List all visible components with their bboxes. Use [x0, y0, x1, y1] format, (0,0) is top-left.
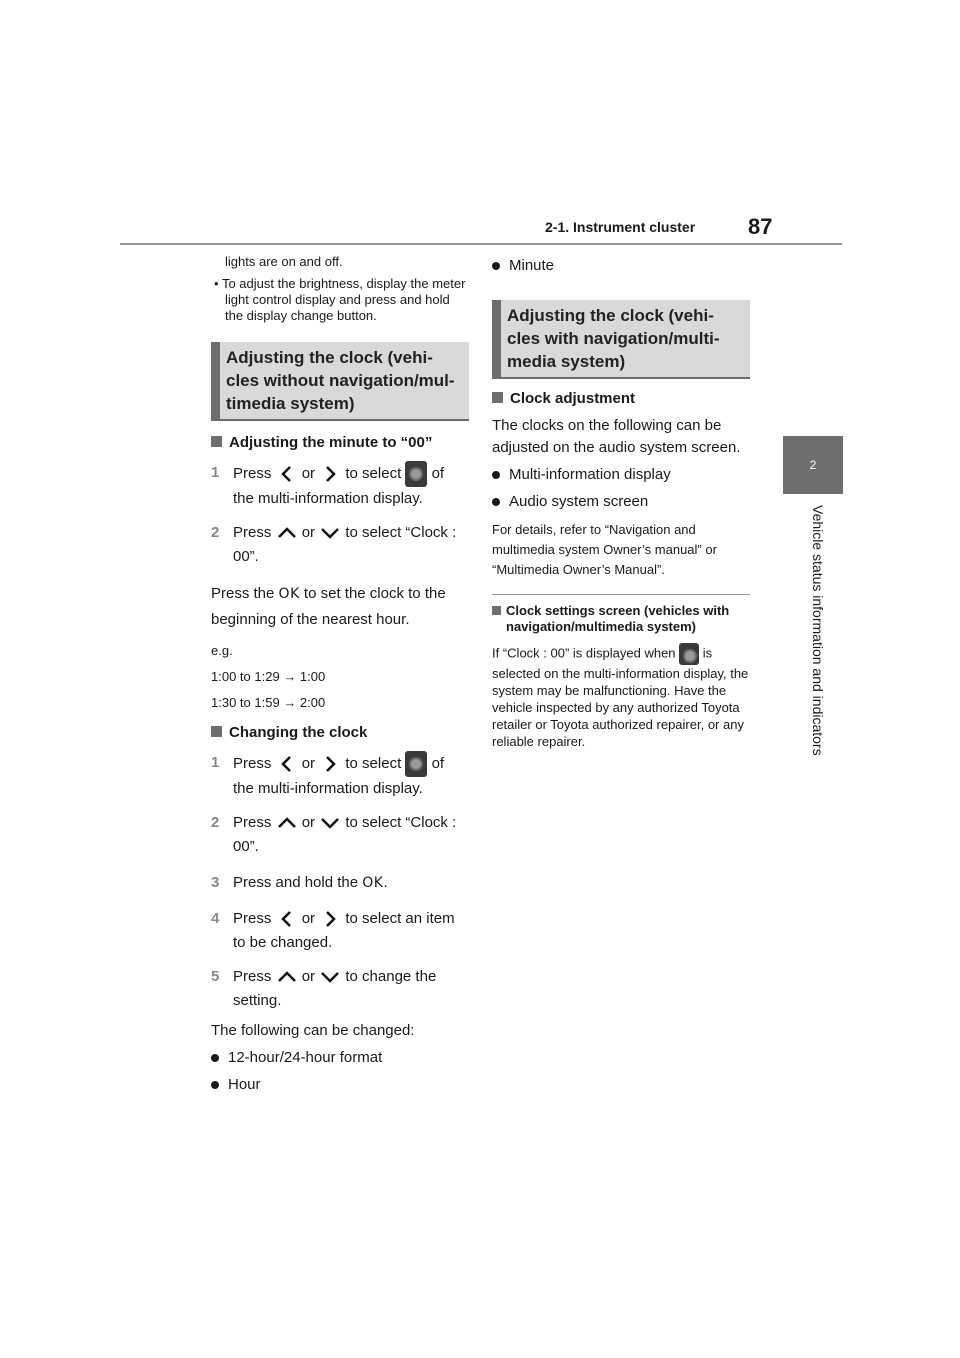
chevron-down-icon	[319, 525, 341, 541]
page-number: 87	[748, 214, 773, 239]
square-bullet-icon	[211, 726, 222, 737]
t: Press	[233, 524, 272, 541]
t: Multi-information display	[509, 466, 671, 483]
t: or	[301, 524, 316, 541]
t: Hour	[228, 1076, 261, 1093]
t: Press the	[211, 585, 275, 602]
brightness-note: • To adjust the brightness, display the meter light control display and press and hold the display change button.	[214, 276, 466, 323]
t: Press	[233, 464, 272, 482]
ok-button-icon: OK	[362, 875, 384, 891]
step-text	[233, 965, 469, 1013]
step-4	[211, 907, 469, 955]
note-heading	[492, 603, 750, 635]
subheading-adjust-minute	[211, 433, 469, 453]
step-1	[211, 461, 469, 511]
step-2	[211, 811, 469, 859]
note-body	[492, 643, 750, 750]
section-title: 2-1. Instrument cluster	[545, 219, 696, 235]
example-label: e.g.	[211, 643, 233, 658]
t: If “Clock : 00” is displayed when	[492, 645, 676, 661]
bullet-icon	[492, 498, 500, 506]
subheading-text: Adjusting the minute to “00”	[229, 434, 433, 451]
t: is selected on the multi-information display, the system may be malfunctioning. Have the vehicle inspected by any authorized Toyota retailer or Toyota authorized repairer, or any reliable repairer.	[492, 645, 749, 749]
t: Press and hold the	[233, 874, 359, 891]
chevron-down-icon	[319, 815, 341, 831]
intro-line: lights are on and off.	[225, 254, 343, 269]
t: to select “Clock : 00”.	[233, 524, 457, 565]
header-divider	[120, 243, 842, 245]
example-1: 1:00 to 1:29 → 1:00	[211, 669, 326, 684]
chevron-left-icon	[276, 909, 298, 929]
can-change-text: The following can be changed:	[211, 1022, 415, 1039]
t: Clock settings screen (vehicles with navigation/multimedia system)	[506, 603, 730, 634]
step-2	[211, 521, 469, 569]
note-divider	[492, 594, 750, 595]
step-text	[233, 461, 469, 511]
subheading-text: Changing the clock	[229, 724, 368, 741]
t: .	[383, 874, 388, 891]
t: or	[301, 464, 316, 482]
step-number: 5	[211, 968, 220, 985]
square-bullet-icon	[492, 392, 503, 403]
subheading-clock-adjustment	[492, 389, 750, 409]
list-item	[211, 1073, 469, 1097]
step-text	[233, 871, 388, 895]
t: to select an item to be changed.	[233, 910, 455, 951]
chevron-right-icon	[319, 464, 341, 484]
t: Press	[233, 814, 272, 831]
t: Press	[233, 968, 272, 985]
right-column	[492, 254, 750, 750]
section-box-without-nav: Adjusting the clock (vehi-cles without navigation/mul-timedia system)	[211, 342, 469, 421]
t: or	[301, 968, 316, 985]
list-item	[492, 490, 750, 514]
step-3	[211, 871, 469, 895]
details-text: For details, refer to “Navigation and multimedia system Owner’s manual” or “Multimedia Owner’s Manual”.	[492, 522, 717, 577]
subheading-text: Clock adjustment	[510, 390, 636, 407]
bullet-icon	[211, 1054, 219, 1062]
t: or	[301, 814, 316, 831]
settings-gear-icon	[405, 751, 427, 777]
chevron-down-icon	[319, 969, 341, 985]
step-text	[233, 811, 469, 859]
chapter-tab	[783, 436, 843, 494]
left-column	[211, 254, 469, 1097]
step-number: 1	[211, 754, 220, 771]
step-text	[233, 751, 469, 801]
chevron-right-icon	[319, 754, 341, 774]
step-text	[233, 521, 469, 569]
step-number: 4	[211, 910, 220, 927]
chevron-left-icon	[276, 464, 298, 484]
step-text	[233, 907, 469, 955]
step-number: 2	[211, 524, 220, 541]
subheading-changing-clock	[211, 723, 469, 743]
press-ok-paragraph	[211, 581, 469, 633]
square-bullet-icon	[492, 606, 501, 615]
t: to select	[345, 464, 402, 482]
brightness-note-text: To adjust the brightness, display the meter light control display and press and hold the display change button.	[221, 276, 466, 323]
list-item	[211, 1046, 469, 1070]
example-2: 1:30 to 1:59 → 2:00	[211, 695, 326, 710]
chapter-label: Vehicle status information and indicators	[810, 505, 826, 756]
bullet-icon	[492, 471, 500, 479]
list-item	[492, 463, 750, 487]
step-number: 1	[211, 464, 220, 481]
chevron-up-icon	[276, 525, 298, 541]
chevron-up-icon	[276, 969, 298, 985]
chevron-up-icon	[276, 815, 298, 831]
chevron-left-icon	[276, 754, 298, 774]
chapter-number: 2	[809, 458, 817, 472]
t: or	[301, 754, 316, 772]
step-number: 2	[211, 814, 220, 831]
t: Minute	[509, 257, 555, 274]
chevron-right-icon	[319, 909, 341, 929]
t: Press	[233, 910, 272, 927]
t: of the multi-information display.	[233, 464, 445, 507]
step-1	[211, 751, 469, 801]
square-bullet-icon	[211, 436, 222, 447]
settings-gear-icon	[679, 643, 699, 665]
section-box-with-nav: Adjusting the clock (vehi-cles with navigation/multi-media system)	[492, 300, 750, 379]
bullet-icon	[211, 1081, 219, 1089]
t: 12-hour/24-hour format	[228, 1049, 383, 1066]
t: Press	[233, 754, 272, 772]
step-number: 3	[211, 874, 220, 891]
t: to select “Clock : 00”.	[233, 814, 457, 855]
t: to change the setting.	[233, 968, 437, 1009]
t: or	[301, 910, 316, 927]
clock-paragraph: The clocks on the following can be adjusted on the audio system screen.	[492, 417, 741, 456]
list-item	[492, 254, 750, 278]
ok-button-icon: OK	[278, 586, 300, 602]
step-5	[211, 965, 469, 1013]
t: of the multi-information display.	[233, 754, 445, 797]
bullet-icon	[492, 262, 500, 270]
t: to select	[345, 754, 402, 772]
t: Audio system screen	[509, 493, 649, 510]
t: to set the clock to the beginning of the nearest hour.	[211, 585, 446, 628]
settings-gear-icon	[405, 461, 427, 487]
